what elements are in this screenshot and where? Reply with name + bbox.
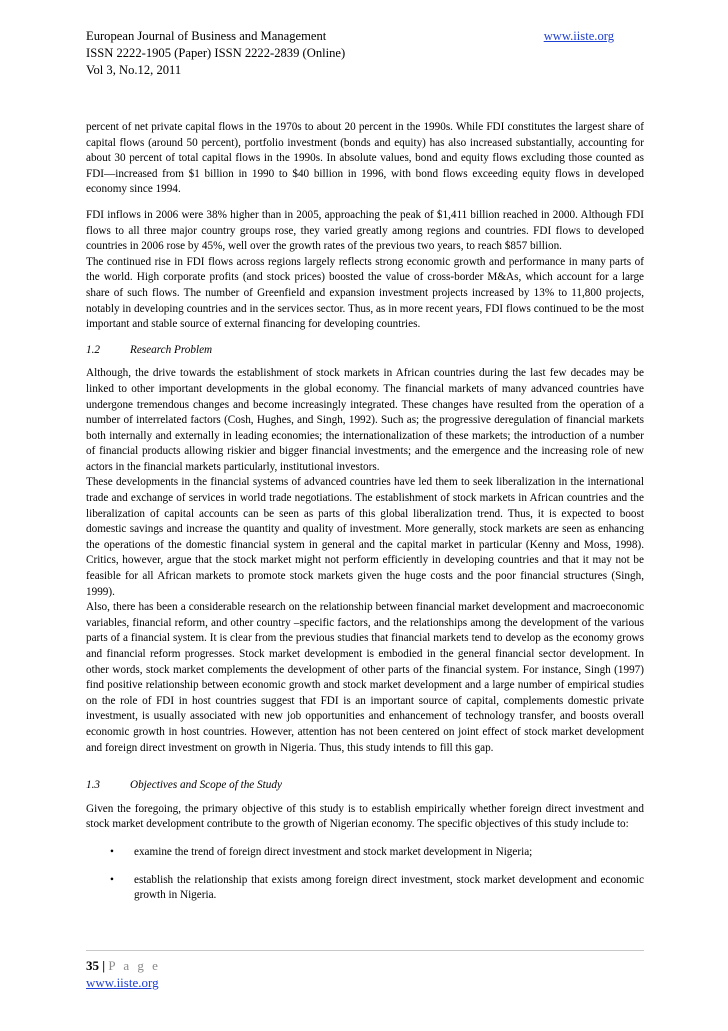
page-footer (86, 957, 160, 991)
section-heading-1-3 (86, 778, 644, 794)
list-item (86, 845, 644, 861)
paragraph: These developments in the financial systems of advanced countries have led them to seek liberalization in the international trade and exchange of services in world trade negotiations. The establishment of stock markets in African countries and the liberalization of capital accounts can be seen as parts of this global liberalization trend. Thus, it is expected to boost domestic savings and increase the quantity and quality of investment. More generally, stock markets are seen as enhancing the operations of the domestic financial system in general and the capital market in particular (Kenny and Moss, 1998). Critics, however, argue that the stock market might not perform efficiently in developing countries and that it may not be feasible for all African markets to promote stock markets given the huge costs and the poor financial structures (Singh, 1999). (86, 476, 644, 598)
page-header (86, 28, 644, 79)
section-title: Research Problem (130, 343, 213, 356)
issn-line: ISSN 2222-1905 (Paper) ISSN 2222-2839 (Online) (86, 46, 346, 60)
paragraph: Although, the drive towards the establishment of stock markets in African countries during the last few decades may be linked to other important developments in the global economy. The financial markets of many advanced countries have undergone tremendous changes and become increasingly integrated. These changes have resulted from the operation of a number of interrelated factors (Cosh, Hughes, and Singh, 1992). Such as; the progressive deregulation of financial markets both internally and externally in leading economies; the internationalization of these markets; the introduction of a number of financial products allowing riskier and bigger financial investments; and the emergence and the increasing role of new actors in the financial markets particularly, institutional investors. (86, 367, 644, 473)
page-number: 35 (86, 958, 99, 973)
volume-line: Vol 3, No.12, 2011 (86, 63, 182, 77)
list-item (86, 873, 644, 904)
page-separator: | (99, 958, 109, 973)
paragraph: FDI inflows in 2006 were 38% higher than in 2005, approaching the peak of $1,411 billion reached in 2000. Although FDI flows to all three major country groups rose, they varied greatly among regions and countries. FDI flows to developed countries in 2006 rose by 45%, well over the growth rates of the previous two years, to reach $857 billion. (86, 208, 644, 253)
paragraph: Also, there has been a considerable research on the relationship between financial market development and macroeconomic variables, financial reform, and other country –specific factors, and the relationships among the development of the various parts of a financial system. It is clear from the previous studies that financial markets tend to develop as the economy grows and financial reform progresses. Stock market development is embodied in the general financial sector development. In other words, stock market complements the development of other parts of the financial system. For instance, Singh (1997) find positive relationship between economic growth and stock market development and a large number of empirical studies on the role of FDI in host countries suggest that FDI is an important source of capital, complements domestic private investment, is usually associated with new job opportunities and enhancement of technology transfer, and boosts overall economic growth in host countries. However, attention has not been centered on joint effect of stock market development and foreign direct investment on growth in Nigeria. Thus, this study intends to fill this gap. (86, 601, 644, 754)
paragraph: Given the foregoing, the primary objective of this study is to establish empirically whether foreign direct investment and stock market development contribute to the growth of Nigerian economy. The specific objectives of this study include to: (86, 802, 644, 831)
header-website-link[interactable]: www.iiste.org (543, 29, 614, 43)
section-title: Objectives and Scope of the Study (130, 779, 282, 792)
section-number: 1.2 (86, 343, 100, 356)
article-body (86, 120, 644, 916)
footer-website-link[interactable]: www.iiste.org (86, 975, 159, 990)
bullet-icon: • (110, 873, 114, 886)
bullet-icon: • (110, 845, 114, 858)
list-item-text: examine the trend of foreign direct investment and stock market development in Nigeria; (134, 845, 533, 858)
section-number: 1.3 (86, 779, 100, 792)
paragraph: The continued rise in FDI flows across regions largely reflects strong economic growth and performance in many parts of the world. High corporate profits (and stock prices) boosted the value of cross-border M&As, which account for a large share of such flows. The number of Greenfield and expansion investment projects increased by 13% to 11,800 projects, notably in developing countries and in the services sector. Thus, as in more recent years, FDI flows continued to be the most important and stable source of external financing for developing countries. (86, 255, 644, 331)
footer-divider (86, 950, 644, 951)
journal-title: European Journal of Business and Management (86, 29, 327, 43)
list-item-text: establish the relationship that exists among foreign direct investment, stock market development and economic growth in Nigeria. (134, 873, 644, 902)
page-word: P a g e (108, 958, 161, 973)
paragraph: percent of net private capital flows in the 1970s to about 20 percent in the 1990s. While FDI constitutes the largest share of capital flows (around 50 percent), portfolio investment (bonds and equity) has also increased substantially, accounting for about 30 percent of total capital flows in the 1990s. In absolute values, bond and equity flows excluding those counted as FDI—increased from $1 billion in 1990 to $40 billion in 1996, with bond flows exceeding equity flows in developed economy since 1994. (86, 121, 644, 196)
objectives-list (86, 845, 644, 904)
section-heading-1-2 (86, 343, 644, 359)
